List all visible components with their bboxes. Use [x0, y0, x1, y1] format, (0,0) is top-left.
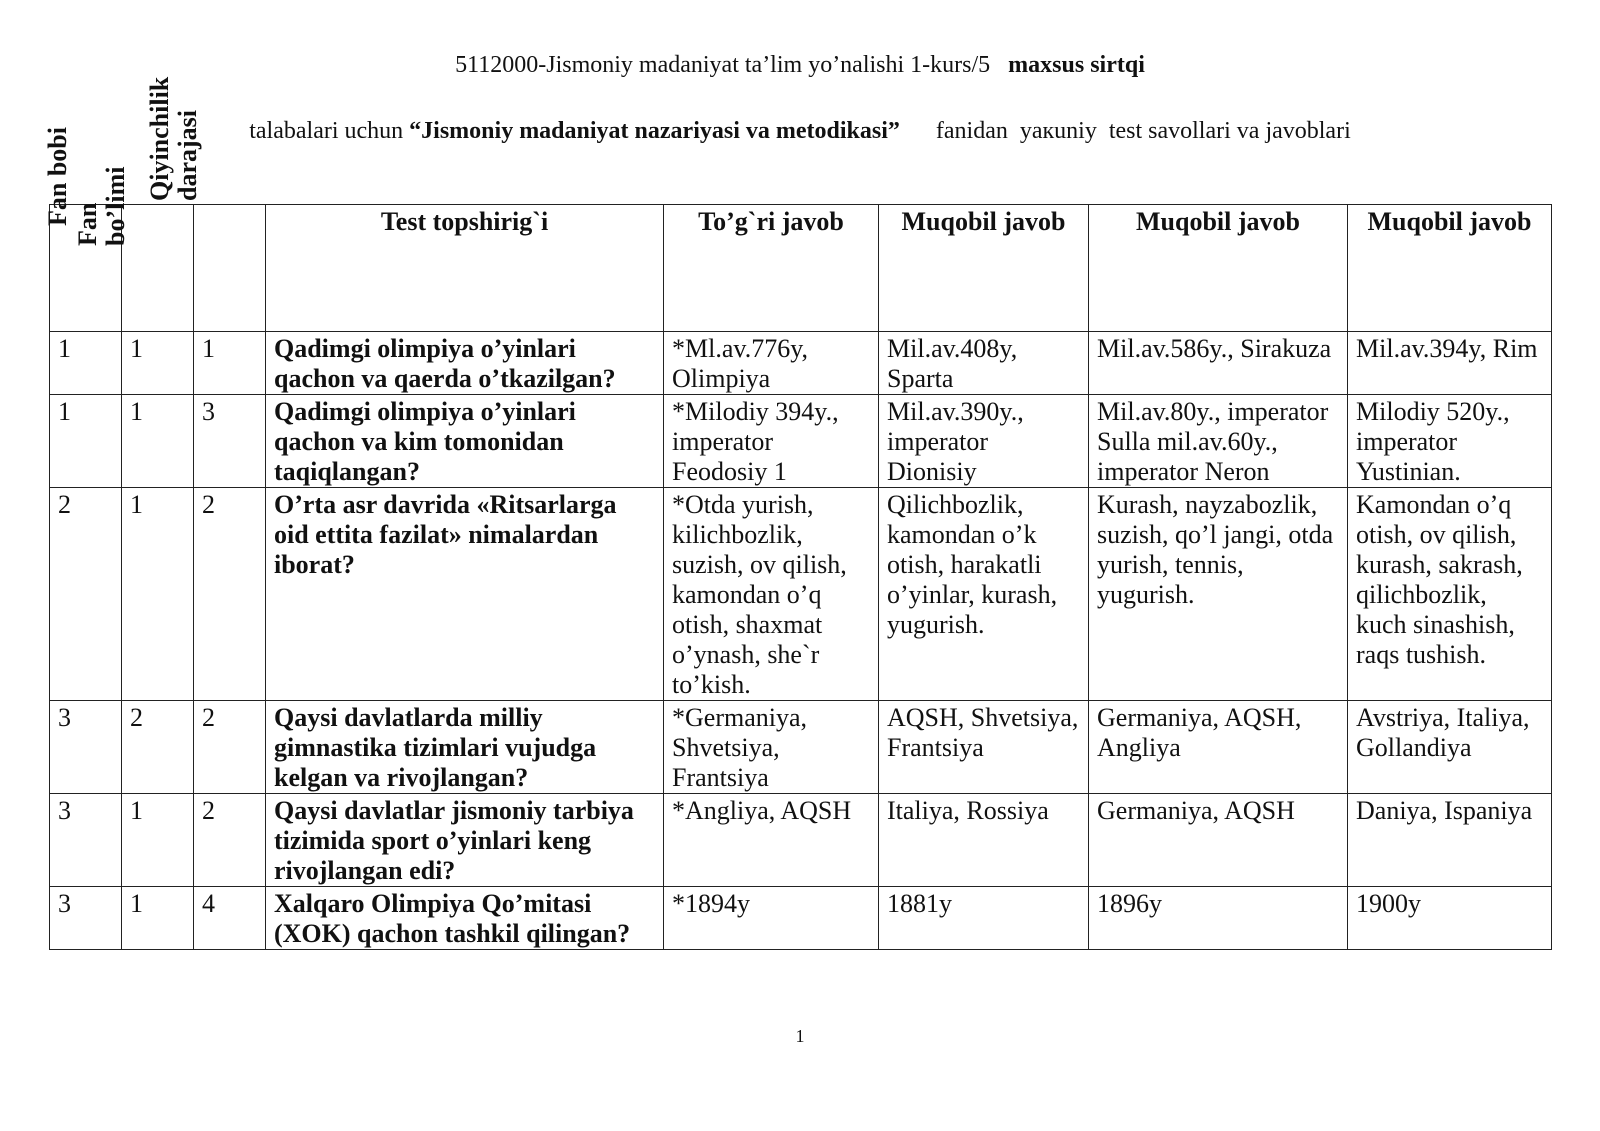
- header-fan-bolimi: Fan bo’limi: [122, 205, 194, 332]
- cell-correct-answer: *Germaniya, Shvetsiya, Frantsiya: [664, 701, 879, 794]
- cell-daraja: 2: [194, 794, 266, 887]
- header-muqobil-javob-1: Muqobil javob: [879, 205, 1089, 332]
- cell-correct-answer: *1894y: [664, 887, 879, 950]
- page-number: 1: [795, 1026, 805, 1046]
- title-description: fanidan yaкuniy test savollari va javoblari: [899, 118, 1351, 144]
- cell-alternative-1: Mil.av.390y., imperator Dionisiy: [879, 395, 1089, 488]
- table-row: [50, 332, 1552, 395]
- cell-question: O’rta asr davrida «Ritsarlarga oid ettita fazilat» nimalardan iborat?: [266, 488, 664, 701]
- cell-alternative-3: 1900y: [1348, 887, 1552, 950]
- table-row: [50, 701, 1552, 794]
- cell-daraja: 1: [194, 332, 266, 395]
- header-togri-javob: To’g`ri javob: [664, 205, 879, 332]
- cell-alternative-2: Germaniya, AQSH, Angliya: [1089, 701, 1348, 794]
- cell-question: Qadimgi olimpiya o’yinlari qachon va qaerda o’tkazilgan?: [266, 332, 664, 395]
- cell-alternative-2: 1896y: [1089, 887, 1348, 950]
- cell-alternative-2: Mil.av.80y., imperator Sulla mil.av.60y., imperator Neron: [1089, 395, 1348, 488]
- cell-alternative-3: Kamondan o’q otish, ov qilish, kurash, sakrash, qilichbozlik, kuch sinashish, raqs tushish.: [1348, 488, 1552, 701]
- cell-alternative-2: Mil.av.586y., Sirakuza: [1089, 332, 1348, 395]
- cell-bolim: 1: [122, 332, 194, 395]
- cell-bob: 3: [50, 701, 122, 794]
- cell-alternative-2: Kurash, nayzabozlik, suzish, qo’l jangi, otda yurish, tennis, yugurish.: [1089, 488, 1348, 701]
- cell-correct-answer: *Angliya, AQSH: [664, 794, 879, 887]
- cell-bolim: 2: [122, 701, 194, 794]
- cell-alternative-1: Italiya, Rossiya: [879, 794, 1089, 887]
- header-qiyinchilik-darajasi: Qiyinchilik darajasi: [194, 205, 266, 332]
- table-row: [50, 488, 1552, 701]
- title-audience: talabalari uchun: [249, 118, 410, 144]
- cell-bolim: 1: [122, 488, 194, 701]
- table-row: [50, 887, 1552, 950]
- table-header-row: [50, 205, 1552, 332]
- cell-correct-answer: *Ml.av.776y, Olimpiya: [664, 332, 879, 395]
- cell-alternative-1: 1881y: [879, 887, 1089, 950]
- header-muqobil-javob-3: Muqobil javob: [1348, 205, 1552, 332]
- title-subject: “Jismoniy madaniyat nazariyasi va metodikasi”: [409, 118, 900, 144]
- cell-question: Qaysi davlatlar jismoniy tarbiya tizimida sport o’yinlari keng rivojlangan edi?: [266, 794, 664, 887]
- cell-bob: 1: [50, 332, 122, 395]
- cell-bob: 3: [50, 887, 122, 950]
- title-program: 5112000-Jismoniy madaniyat ta’lim yo’nalishi 1-kurs/5: [455, 52, 1009, 78]
- table-row: [50, 794, 1552, 887]
- header-muqobil-javob-2: Muqobil javob: [1089, 205, 1348, 332]
- cell-alternative-3: Mil.av.394y, Rim: [1348, 332, 1552, 395]
- document-title-line-2: [0, 118, 1600, 145]
- cell-bob: 1: [50, 395, 122, 488]
- cell-question: Xalqaro Olimpiya Qo’mitasi (XOK) qachon tashkil qilingan?: [266, 887, 664, 950]
- cell-question: Qaysi davlatlarda milliy gimnastika tizimlari vujudga kelgan va rivojlangan?: [266, 701, 664, 794]
- cell-bob: 3: [50, 794, 122, 887]
- cell-daraja: 3: [194, 395, 266, 488]
- header-test-topshirigi: Test topshirig`i: [266, 205, 664, 332]
- cell-alternative-3: Milodiy 520y., imperator Yustinian.: [1348, 395, 1552, 488]
- cell-alternative-3: Daniya, Ispaniya: [1348, 794, 1552, 887]
- cell-correct-answer: *Otda yurish, kilichbozlik, suzish, ov qilish, kamondan o’q otish, shaxmat o’ynash, she`r to’kish.: [664, 488, 879, 701]
- cell-alternative-3: Avstriya, Italiya, Gollandiya: [1348, 701, 1552, 794]
- title-study-form: maxsus sirtqi: [1008, 52, 1145, 78]
- cell-alternative-1: AQSH, Shvetsiya, Frantsiya: [879, 701, 1089, 794]
- cell-daraja: 2: [194, 701, 266, 794]
- cell-daraja: 4: [194, 887, 266, 950]
- cell-bolim: 1: [122, 887, 194, 950]
- cell-question: Qadimgi olimpiya o’yinlari qachon va kim tomonidan taqiqlangan?: [266, 395, 664, 488]
- cell-alternative-2: Germaniya, AQSH: [1089, 794, 1348, 887]
- header-fan-bobi: Fan bobi: [50, 205, 122, 332]
- cell-alternative-1: Mil.av.408y, Sparta: [879, 332, 1089, 395]
- cell-bob: 2: [50, 488, 122, 701]
- document-title-line-1: [0, 52, 1600, 79]
- cell-alternative-1: Qilichbozlik, kamondan o’k otish, harakatli o’yinlar, kurash, yugurish.: [879, 488, 1089, 701]
- table-row: [50, 395, 1552, 488]
- cell-bolim: 1: [122, 794, 194, 887]
- cell-correct-answer: *Milodiy 394y., imperator Feodosiy 1: [664, 395, 879, 488]
- cell-daraja: 2: [194, 488, 266, 701]
- cell-bolim: 1: [122, 395, 194, 488]
